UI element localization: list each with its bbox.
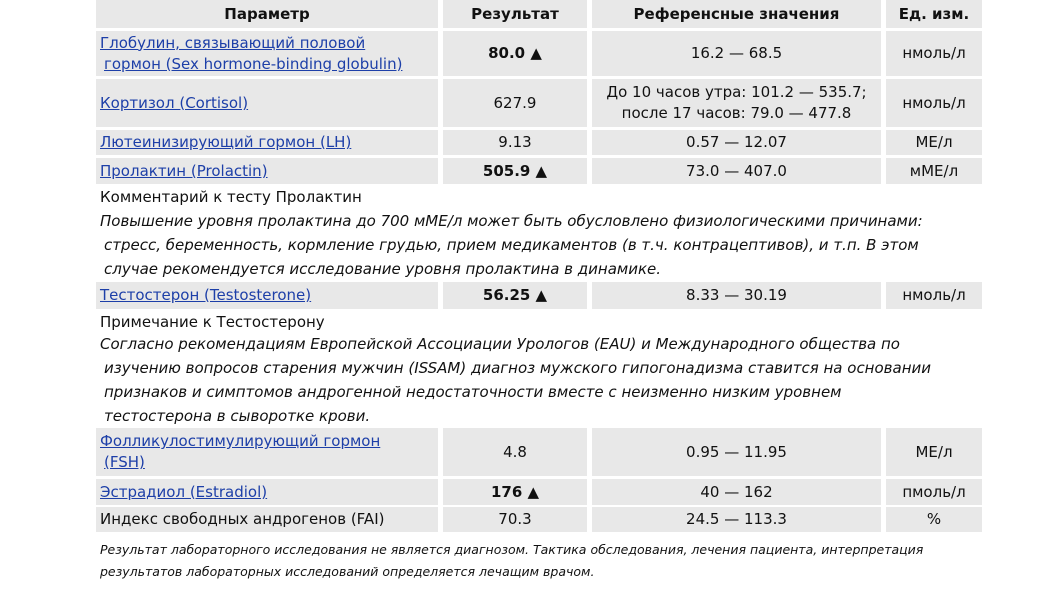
comment-line: случае рекомендуется исследование уровня пролактина в динамике. xyxy=(104,260,662,278)
row-estradiol-name[interactable] xyxy=(96,479,438,505)
note-line: тестостерона в сыворотке крови. xyxy=(104,407,371,425)
prolactin-comment-title: Комментарий к тесту Пролактин xyxy=(100,188,362,206)
row-fsh-reference: 0.95 — 11.95 xyxy=(592,428,881,476)
header-units: Ед. изм. xyxy=(886,0,982,28)
row-name-line2[interactable]: гормон (Sex hormone-binding globulin) xyxy=(104,54,403,73)
reference-line2: после 17 часов: 79.0 — 477.8 xyxy=(621,104,852,122)
row-name-line1[interactable]: Глобулин, связывающий половой xyxy=(100,33,366,52)
note-line: изучению вопросов старения мужчин (ISSAM) диагноз мужского гипогонадизма ставится на основании xyxy=(104,359,932,377)
prolactin-comment xyxy=(100,209,980,281)
row-cortisol-result: 627.9 xyxy=(443,79,587,127)
row-fai-result: 70.3 xyxy=(443,507,587,532)
row-prolactin-units: мМЕ/л xyxy=(886,158,982,184)
testosterone-note xyxy=(100,332,980,428)
row-testosterone-reference: 8.33 — 30.19 xyxy=(592,282,881,309)
footer-line1: Результат лабораторного исследования не является диагнозом. Тактика обследования, лечения пациента, интерпретация xyxy=(100,542,924,557)
row-name-line2[interactable]: (FSH) xyxy=(104,453,145,471)
header-result: Результат xyxy=(443,0,587,28)
row-testosterone-name[interactable] xyxy=(96,282,438,309)
row-lh-reference: 0.57 — 12.07 xyxy=(592,130,881,155)
row-fsh-result: 4.8 xyxy=(443,428,587,476)
row-shbg-units: нмоль/л xyxy=(886,31,982,76)
row-testosterone-result: 56.25 ▲ xyxy=(443,282,587,309)
row-name: Индекс свободных андрогенов (FAI) xyxy=(100,510,385,528)
note-line: Согласно рекомендациям Европейской Ассоциации Урологов (EAU) и Международного общества по xyxy=(100,335,900,353)
comment-line: стресс, беременность, кормление грудью, прием медикаментов (в т.ч. контрацептивов), и т.п. В этом xyxy=(104,236,919,254)
reference-line1: До 10 часов утра: 101.2 — 535.7; xyxy=(606,83,867,101)
row-fai-reference: 24.5 — 113.3 xyxy=(592,507,881,532)
row-cortisol-name[interactable] xyxy=(96,79,438,127)
footer-line2: результатов лабораторных исследований определяется лечащим врачом. xyxy=(100,564,595,579)
row-name[interactable]: Тестостерон (Testosterone) xyxy=(100,286,312,304)
row-name[interactable]: Эстрадиол (Estradiol) xyxy=(100,482,268,501)
row-cortisol-reference xyxy=(592,79,881,127)
row-name[interactable]: Кортизол (Cortisol) xyxy=(100,93,249,112)
note-line: признаков и симптомов андрогенной недостаточности вместе с неизменно низким уровнем xyxy=(104,383,842,401)
row-fsh-units: МЕ/л xyxy=(886,428,982,476)
row-lh-units: МЕ/л xyxy=(886,130,982,155)
row-shbg-name[interactable] xyxy=(96,31,438,76)
row-estradiol-units: пмоль/л xyxy=(886,479,982,505)
row-shbg-result: 80.0 ▲ xyxy=(443,31,587,76)
row-prolactin-result: 505.9 ▲ xyxy=(443,158,587,184)
disclaimer-footer xyxy=(100,539,1000,583)
row-fai-name xyxy=(96,507,438,532)
row-prolactin-name[interactable] xyxy=(96,158,438,184)
row-cortisol-units: нмоль/л xyxy=(886,79,982,127)
row-prolactin-reference: 73.0 — 407.0 xyxy=(592,158,881,184)
row-shbg-reference: 16.2 — 68.5 xyxy=(592,31,881,76)
header-reference: Референсные значения xyxy=(592,0,881,28)
row-lh-name[interactable] xyxy=(96,130,438,155)
row-estradiol-reference: 40 — 162 xyxy=(592,479,881,505)
row-fai-units: % xyxy=(886,507,982,532)
row-estradiol-result: 176 ▲ xyxy=(443,479,587,505)
row-name[interactable]: Пролактин (Prolactin) xyxy=(100,161,268,180)
header-parameter: Параметр xyxy=(96,0,438,28)
comment-line: Повышение уровня пролактина до 700 мМЕ/л может быть обусловлено физиологическими причинами: xyxy=(100,212,923,230)
row-lh-result: 9.13 xyxy=(443,130,587,155)
row-testosterone-units: нмоль/л xyxy=(886,282,982,309)
row-name[interactable]: Лютеинизирующий гормон (LH) xyxy=(100,133,352,151)
testosterone-note-title: Примечание к Тестостерону xyxy=(100,313,325,331)
row-fsh-name[interactable] xyxy=(96,428,438,476)
row-name-line1[interactable]: Фолликулостимулирующий гормон xyxy=(100,432,381,450)
